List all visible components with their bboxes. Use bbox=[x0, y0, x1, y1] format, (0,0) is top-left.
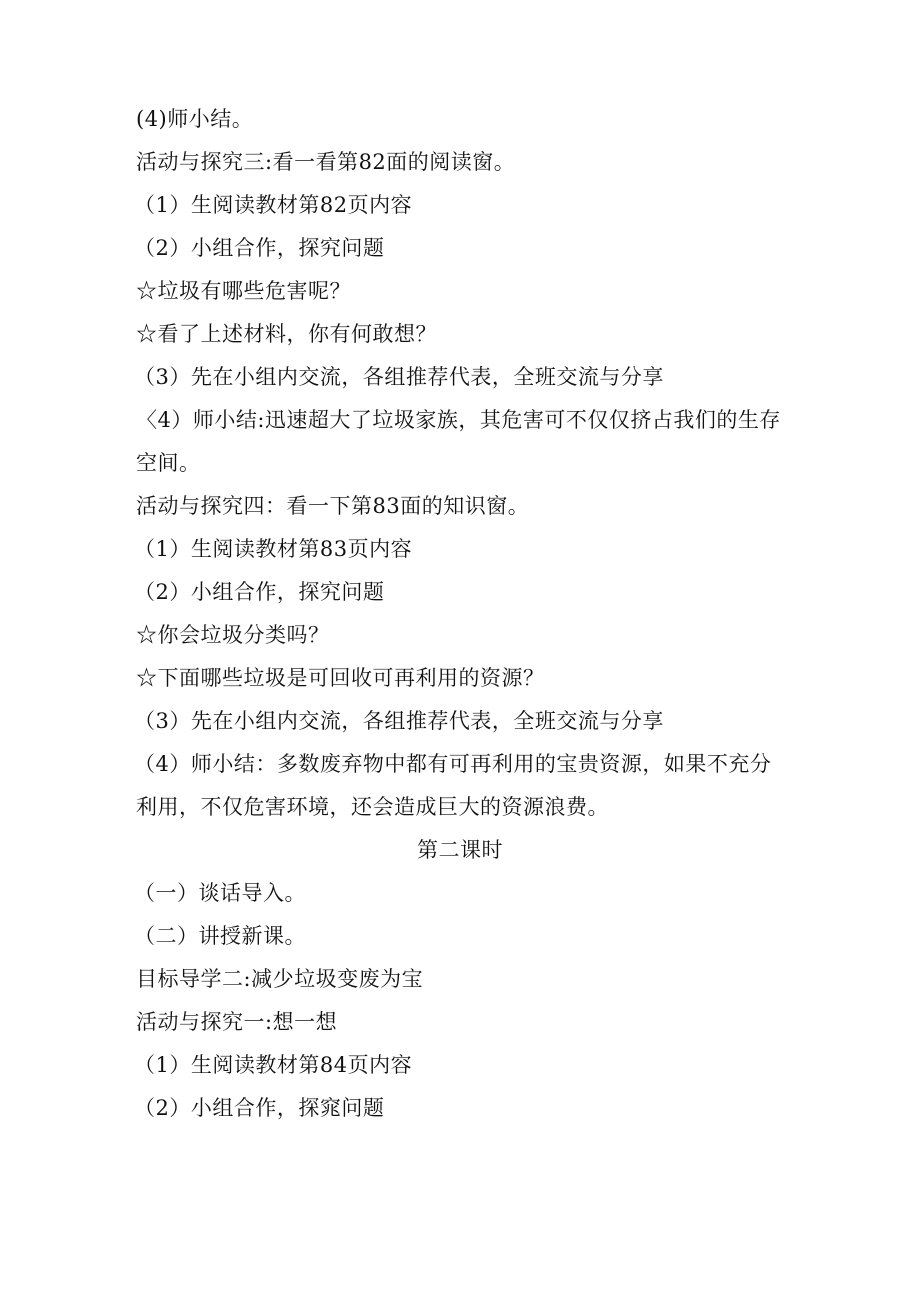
question-line: ☆你会垃圾分类吗？ bbox=[136, 623, 330, 647]
text-line: 空间。 bbox=[136, 451, 201, 475]
question-line: ☆看了上述材料，你有何敢想？ bbox=[136, 322, 437, 346]
question-line: ☆垃圾有哪些危害呢？ bbox=[136, 279, 351, 303]
activity-heading: 活动与探究一:想一想 bbox=[136, 1010, 338, 1034]
activity-heading: 活动与探究三:看一看第82面的阅读窗。 bbox=[136, 150, 516, 174]
text-line: (4)师小结。 bbox=[136, 107, 254, 131]
activity-heading: 活动与探究四：看一下第83面的知识窗。 bbox=[136, 494, 530, 518]
text-line: （二）讲授新课。 bbox=[134, 924, 306, 948]
text-line: （一）谈话导入。 bbox=[134, 881, 306, 905]
text-line: （3）先在小组内交流，各组推荐代表，全班交流与分享 bbox=[134, 709, 664, 733]
text-line: 〈4）师小结:迅速超大了垃圾家族，其危害可不仅仅挤占我们的生存 bbox=[136, 408, 781, 432]
text-line: （2）小组合作，探窕问题 bbox=[134, 1096, 385, 1120]
question-line: ☆下面哪些垃圾是可回收可再利用的资源？ bbox=[136, 666, 545, 690]
text-line: （3）先在小组内交流，各组推荐代表，全班交流与分享 bbox=[134, 365, 664, 389]
text-line: （4）师小结：多数废弃物中都有可再利用的宝贵资源，如果不充分 bbox=[134, 752, 772, 776]
text-line: （2）小组合作，探究问题 bbox=[134, 580, 385, 604]
section-title: 第二课时 bbox=[417, 838, 503, 862]
text-line: 利用，不仅危害环境，还会造成巨大的资源浪费。 bbox=[136, 795, 609, 819]
text-line: （1）生阅读教材第82页内容 bbox=[134, 193, 413, 217]
text-line: （1）生阅读教材第84页内容 bbox=[134, 1053, 413, 1077]
text-line: （1）生阅读教材第83页内容 bbox=[134, 537, 413, 561]
text-line: （2）小组合作，探究问题 bbox=[134, 236, 385, 260]
goal-heading: 目标导学二:减少垃圾变废为宝 bbox=[136, 967, 424, 991]
